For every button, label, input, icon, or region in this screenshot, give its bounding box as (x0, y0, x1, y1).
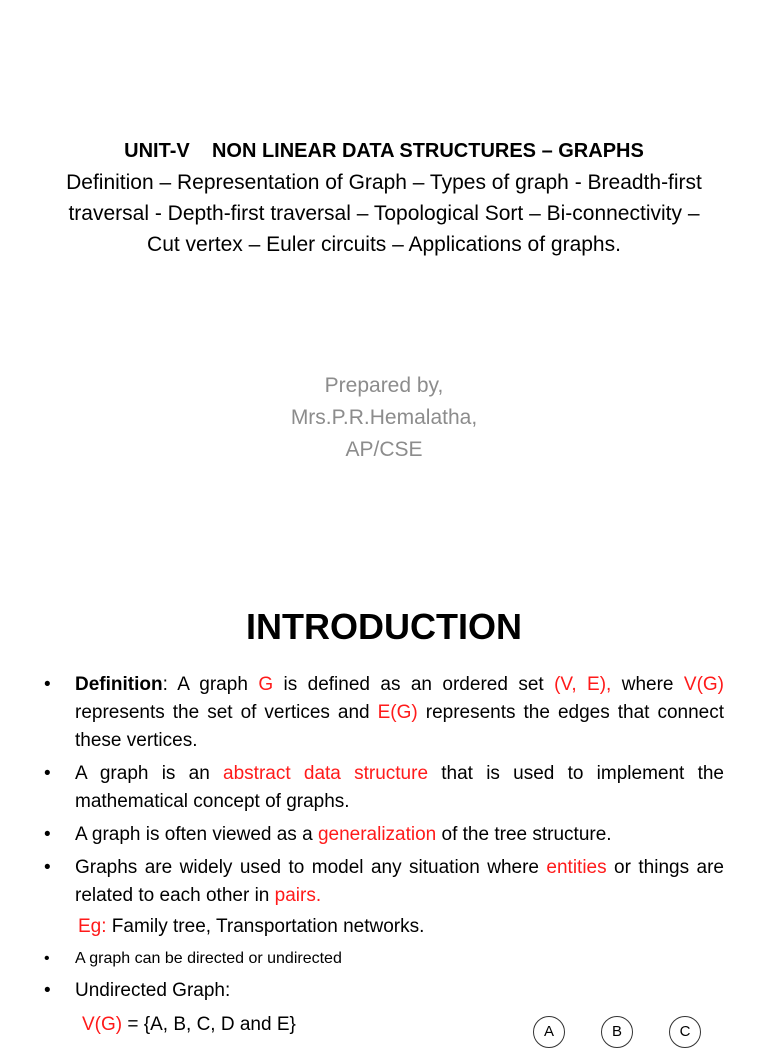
bullet-item-usage: • Graphs are widely used to model any situation where entities or things are related to each other in pairs. (44, 854, 724, 910)
author-line: AP/CSE (345, 438, 423, 461)
bullet-icon: • (44, 763, 51, 784)
author-line: Mrs.P.R.Hemalatha, (290, 406, 478, 429)
example-line: Eg: Family tree, Transportation networks. (78, 916, 425, 937)
author-block (0, 370, 768, 466)
bullet-item-generalization: • A graph is often viewed as a generalization of the tree structure. (44, 821, 724, 849)
slide-title: INTRODUCTION (246, 606, 522, 647)
bullet-item-undirected: • Undirected Graph: (44, 977, 724, 1005)
bullet-icon: • (44, 674, 51, 695)
bullet-item-definition: • Definition: A graph G is defined as an ordered set (V, E), where V(G) represents the set of vertices and E(G) represents the edges that connect these vertices. (44, 671, 724, 755)
bullet-icon: • (44, 857, 51, 878)
vertex-set-line: V(G) = {A, B, C, D and E} (82, 1014, 296, 1035)
bullet-icon: • (44, 950, 50, 967)
graph-node: A (533, 1016, 565, 1048)
bullet-icon: • (44, 980, 51, 1001)
author-line: Prepared by, (324, 374, 444, 397)
graph-node: B (601, 1016, 633, 1048)
bullet-item-directed: • A graph can be directed or undirected (44, 947, 724, 971)
unit-title: UNIT-V NON LINEAR DATA STRUCTURES – GRAPHS (124, 140, 644, 162)
graph-node: C (669, 1016, 701, 1048)
introduction-slide (0, 576, 768, 1040)
bullet-list (44, 671, 724, 1010)
bullet-icon: • (44, 824, 51, 845)
bullet-item-abstract: • A graph is an abstract data structure that is used to implement the mathematical concept of graphs. (44, 760, 724, 816)
topics-list: Definition – Representation of Graph – Types of graph - Breadth-first traversal - Depth-first traversal – Topological Sort – Bi-connectivity – Cut vertex – Euler circuits – Applications of graphs. (66, 171, 702, 256)
